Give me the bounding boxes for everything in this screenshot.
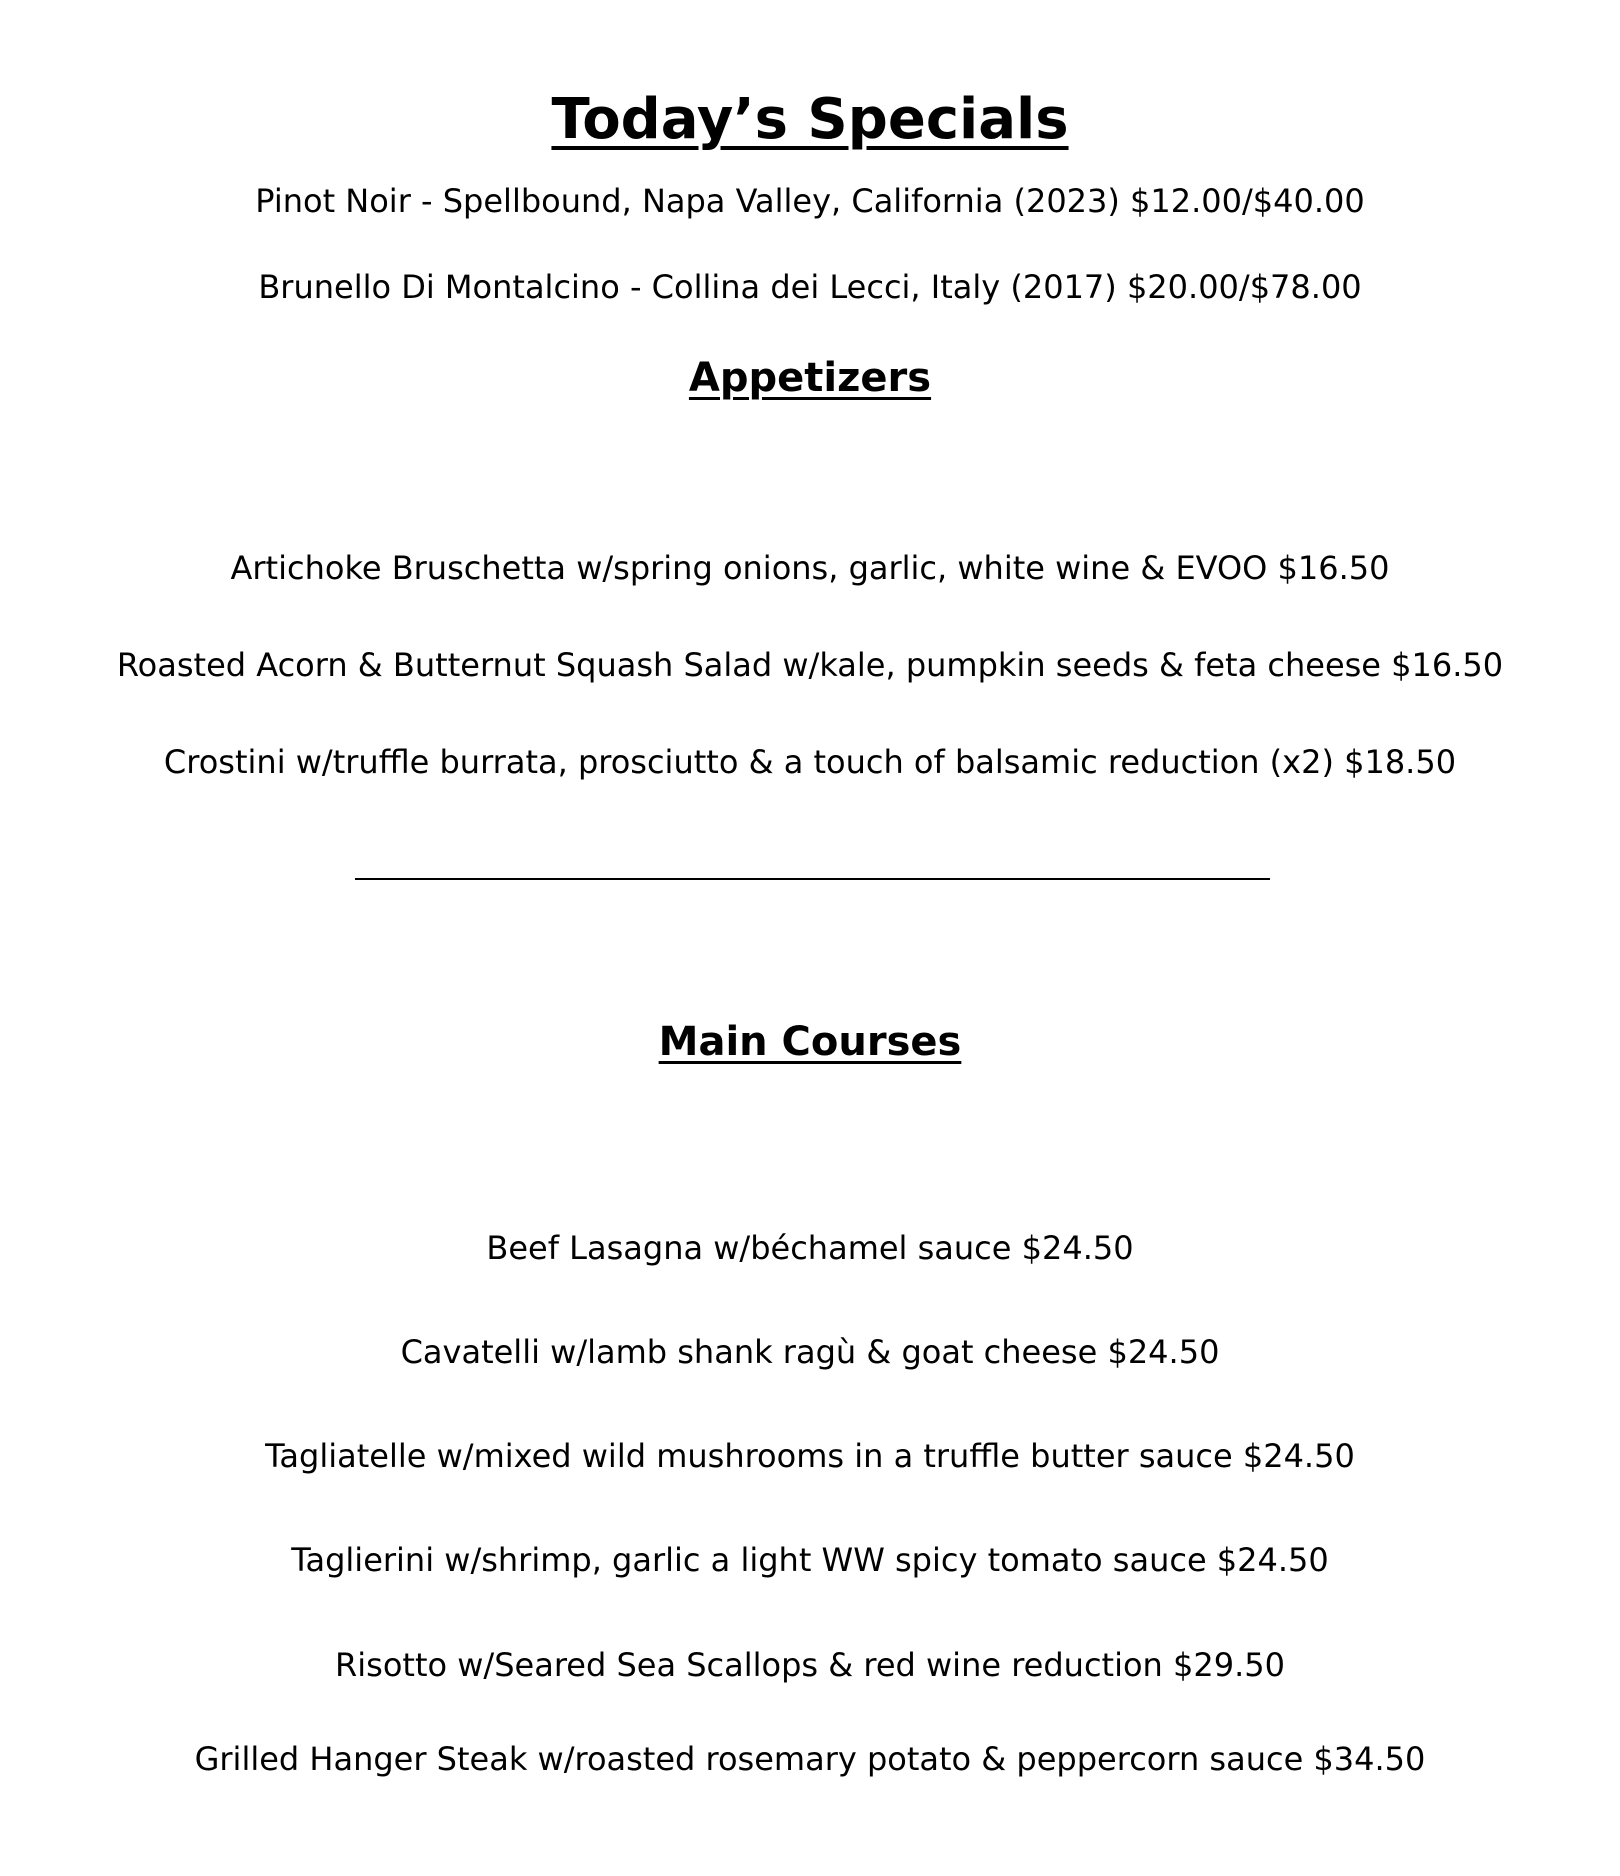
appetizers-heading: Appetizers: [688, 355, 932, 401]
page-title: Today’s Specials: [551, 87, 1069, 152]
wine-special-item: Brunello Di Montalcino - Collina dei Lecci, Italy (2017) $20.00/$78.00: [258, 268, 1362, 306]
appetizer-item: Roasted Acorn & Butternut Squash Salad w/kale, pumpkin seeds & feta cheese $16.50: [116, 646, 1504, 684]
main-course-item: Taglierini w/shrimp, garlic a light WW spicy tomato sauce $24.50: [291, 1541, 1329, 1579]
wine-special-item: Pinot Noir - Spellbound, Napa Valley, California (2023) $12.00/$40.00: [255, 182, 1365, 220]
appetizer-item: Crostini w/truffle burrata, prosciutto & a touch of balsamic reduction (x2) $18.50: [163, 743, 1457, 781]
main-course-item: Tagliatelle w/mixed wild mushrooms in a truffle butter sauce $24.50: [265, 1437, 1355, 1475]
main-courses-heading: Main Courses: [658, 1019, 962, 1065]
section-divider: [355, 878, 1270, 880]
appetizer-item: Artichoke Bruschetta w/spring onions, garlic, white wine & EVOO $16.50: [230, 549, 1390, 587]
main-course-item: Cavatelli w/lamb shank ragù & goat cheese $24.50: [400, 1333, 1220, 1371]
main-course-item: Risotto w/Seared Sea Scallops & red wine reduction $29.50: [335, 1646, 1285, 1684]
main-course-item: Grilled Hanger Steak w/roasted rosemary potato & peppercorn sauce $34.50: [194, 1740, 1426, 1778]
main-course-item: Beef Lasagna w/béchamel sauce $24.50: [486, 1229, 1134, 1267]
